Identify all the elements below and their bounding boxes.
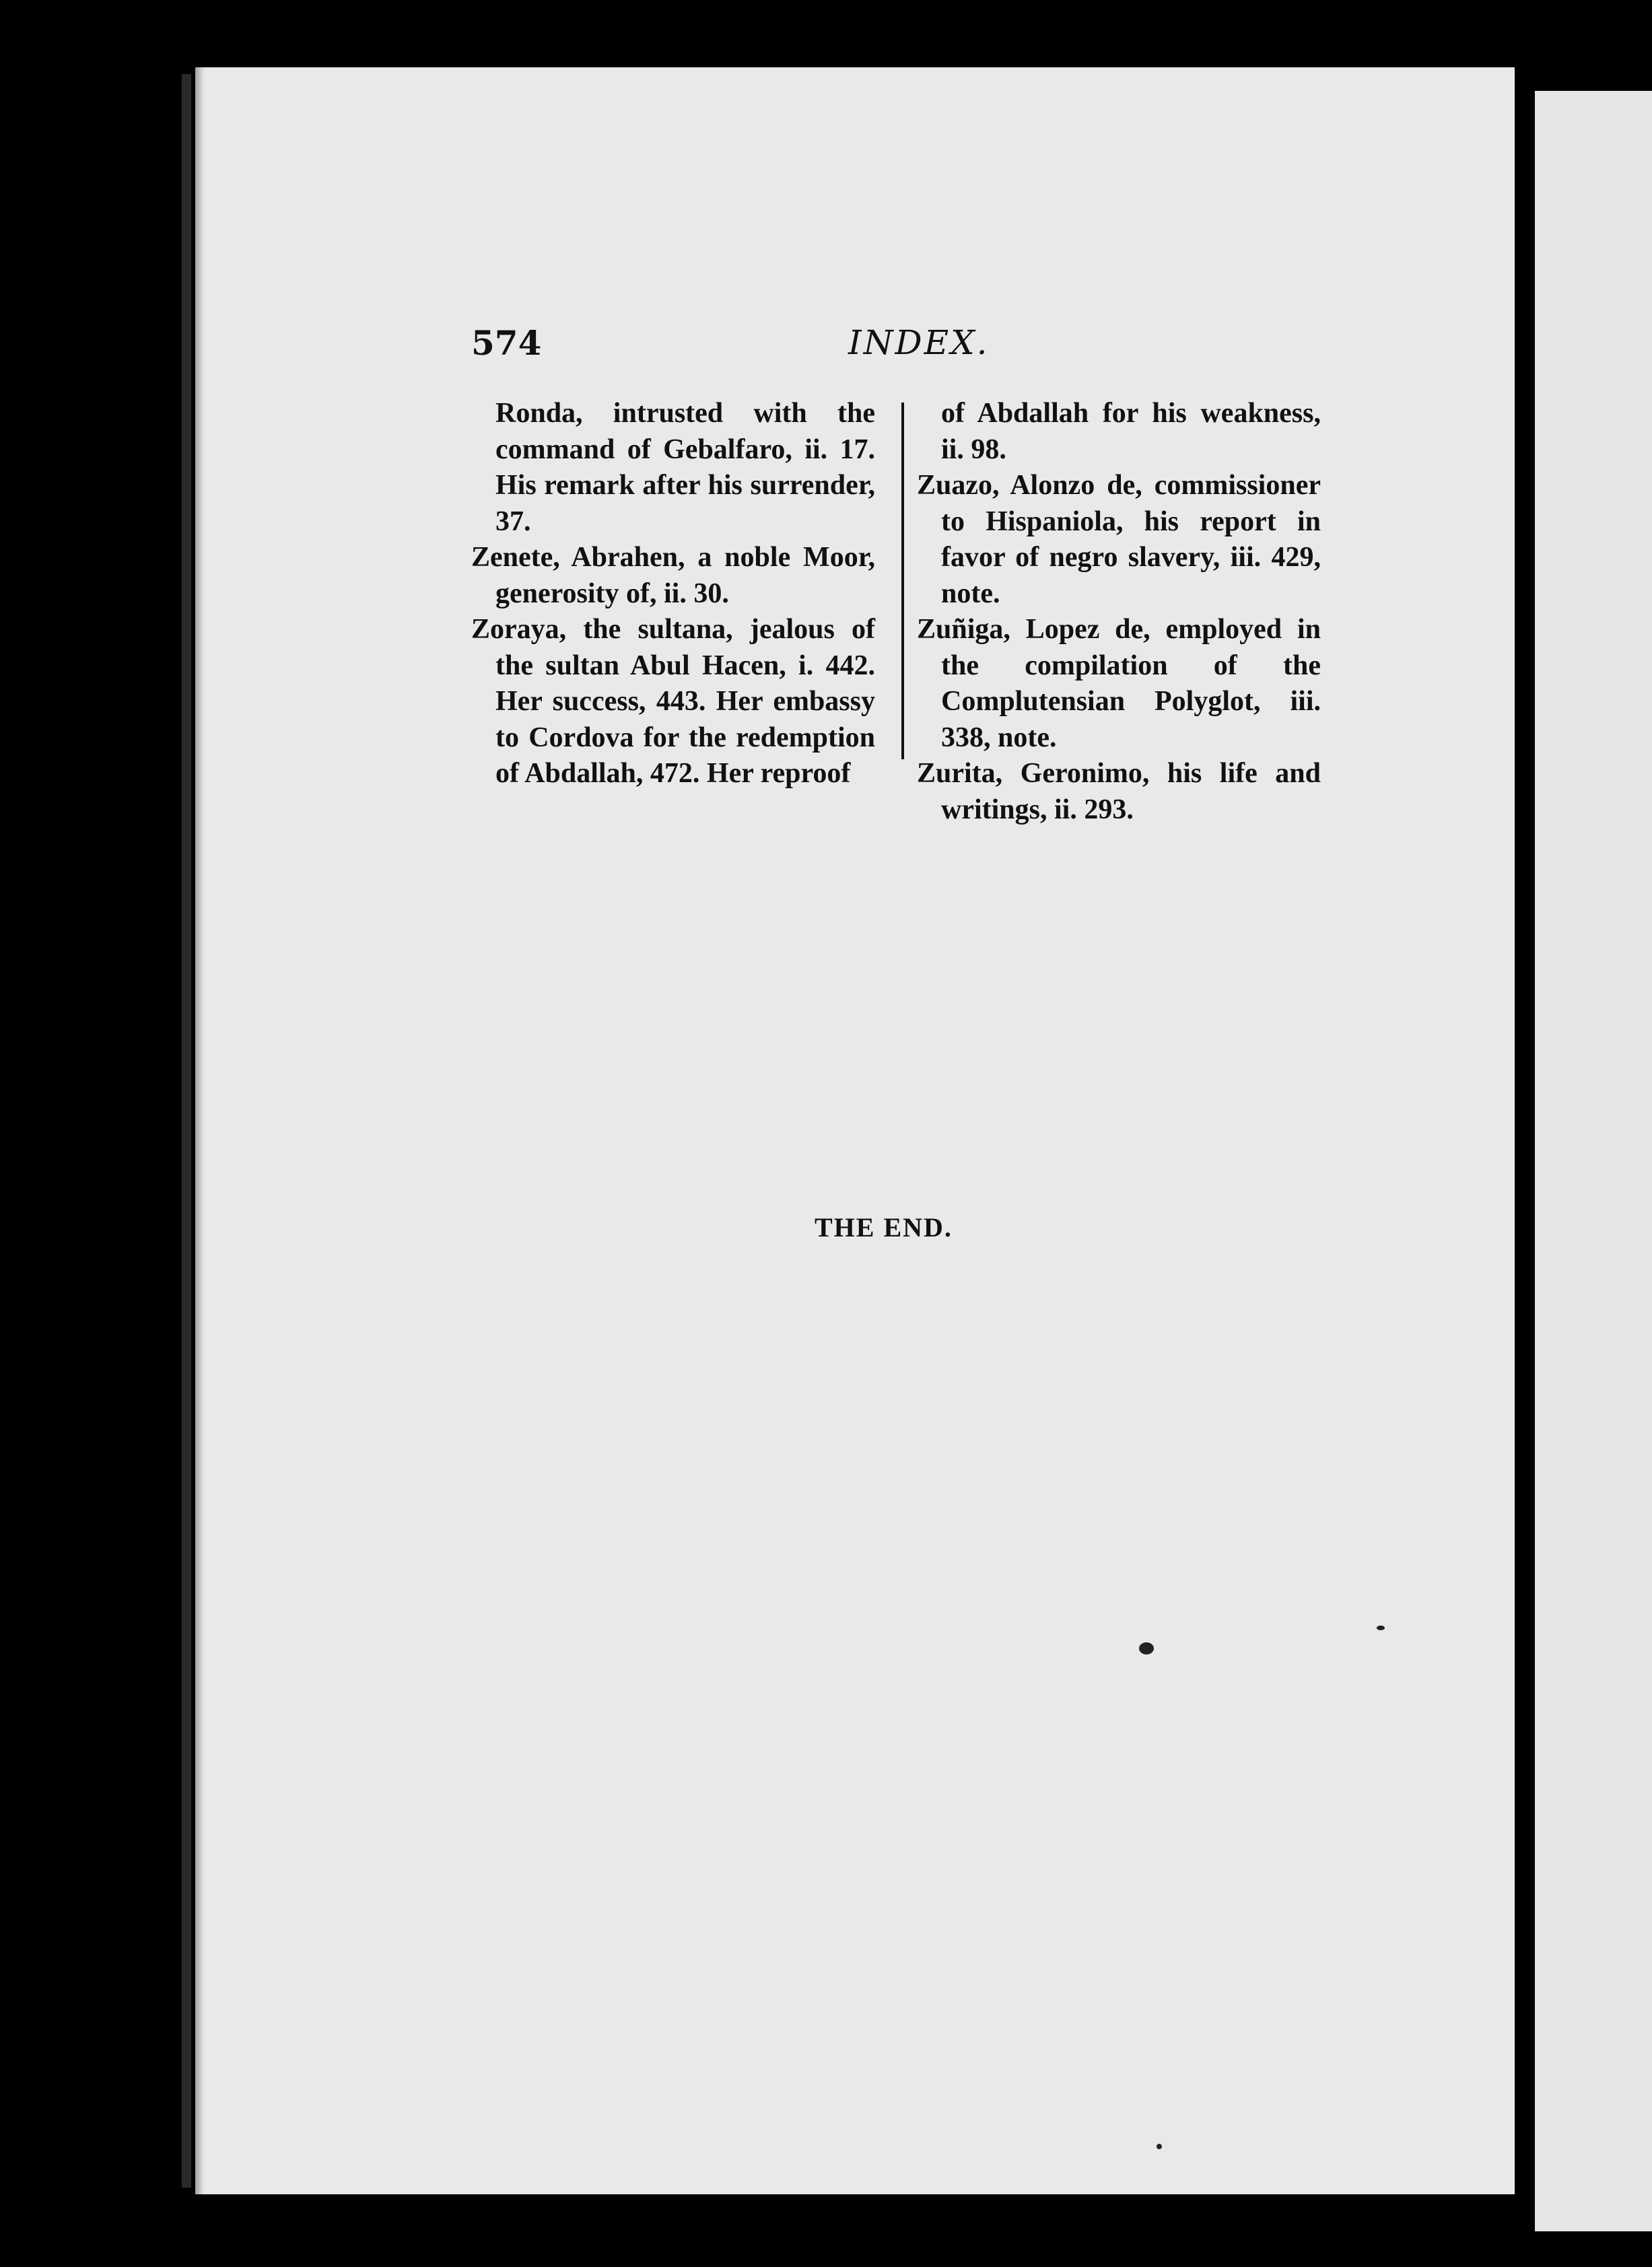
running-title: INDEX. (848, 323, 990, 362)
book-binding-edge (182, 74, 191, 2188)
facing-page-edge (1535, 91, 1652, 2231)
index-column-left (471, 396, 875, 792)
index-entry: Zenete, Abrahen, a noble Moor, generosity of, ii. 30. (471, 542, 875, 609)
ink-speck (1139, 1642, 1154, 1654)
ink-speck (1377, 1626, 1385, 1630)
index-entry: Ronda, intrusted with the command of Gebalfaro, ii. 17. His remark after his surrender, 37. (495, 398, 875, 537)
index-entry: of Abdallah for his weakness, ii. 98. (941, 398, 1321, 465)
ink-speck (1157, 2144, 1162, 2149)
page-number: 574 (471, 323, 542, 363)
running-head (471, 323, 1346, 370)
index-entry: Zuñiga, Lopez de, employed in the compilation of the Complutensian Polyglot, iii. 338, note. (917, 614, 1321, 753)
index-entry: Zoraya, the sultana, jealous of the sultan Abul Hacen, i. 442. Her success, 443. Her embassy to Cordova for the redemption of Abdallah, 472. Her reproof (471, 614, 875, 789)
index-entry: Zuazo, Alonzo de, commissioner to Hispaniola, his report in favor of negro slavery, iii. 429, note. (917, 470, 1321, 609)
column-divider (901, 403, 904, 759)
the-end-text: THE END. (815, 1212, 953, 1243)
book-page (195, 67, 1515, 2194)
index-column-right (917, 396, 1321, 828)
index-entry: Zurita, Geronimo, his life and writings, ii. 293. (917, 758, 1321, 825)
